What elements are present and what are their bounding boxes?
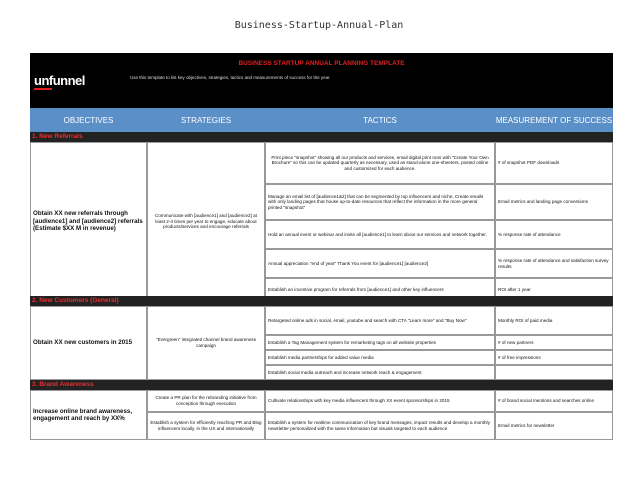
strategy-cell: Establish a system for efficiently reaching PR and Blog influencers locally, in the US and internationally bbox=[147, 412, 265, 440]
tactic-cell: Annual appreciation "end of year" Thank You event for [audience1] [audience2] bbox=[265, 249, 495, 278]
strategy-cell: Create a PR plan for the rebranding initiative from conception through execution bbox=[147, 390, 265, 412]
header-objectives: OBJECTIVES bbox=[30, 108, 147, 132]
tactic-cell: Print piece "snapshot" showing all our products and services, email digital print runs with "Create Your Own Brochure" so this can be updated quarterly as necessary, used as stand-alone one-sheeters, posted online and customized for each audience. bbox=[265, 142, 495, 184]
tactic-cell: Retargeted online ads in social, email, youtube and search with CTA "Learn more" and "Buy Now" bbox=[265, 306, 495, 335]
logo: unfunnel bbox=[34, 73, 85, 88]
header-measurement: MEASUREMENT OF SUCCESS bbox=[495, 108, 613, 132]
measure-cell: ROI after 1 year bbox=[495, 278, 613, 301]
measure-cell: # of snapshot PDF downloads bbox=[495, 142, 613, 184]
measure-cell: Email metrics for newsletter bbox=[495, 412, 613, 440]
section-heading: 2. New Customers (General) bbox=[30, 296, 613, 306]
measure-cell bbox=[495, 365, 613, 380]
strategy-cell: Communicate with [audience1] and [audience2] at least 2-4 times per year to engage, educate about products/services and encourage referrals bbox=[147, 142, 265, 301]
banner bbox=[30, 53, 613, 108]
tactic-cell: Establish social media outreach and increase network reach & engagement bbox=[265, 365, 495, 380]
measure-cell: # of brand social mentions and searches online bbox=[495, 390, 613, 412]
logo-underline bbox=[34, 88, 52, 90]
measure-cell: # of free impressions bbox=[495, 350, 613, 365]
measure-cell: # of new partners bbox=[495, 335, 613, 350]
section-heading: 3. Brand Awareness bbox=[30, 380, 613, 390]
planning-sheet bbox=[30, 53, 613, 479]
tactic-cell: Establish an incentive program for referrals from [audience1] and other key influencers bbox=[265, 278, 495, 301]
measure-cell: % response rate of attendance bbox=[495, 220, 613, 249]
objective-cell: Obtain XX new referrals through [audience1] and [audience2] referrals (Estimate $XX M in revenue) bbox=[30, 142, 147, 301]
tactic-cell: Hold an annual event or webinar and invite all [audience1] to learn about our services and network together. bbox=[265, 220, 495, 249]
objective-cell: Increase online brand awareness, engagement and reach by XX% bbox=[30, 390, 147, 440]
document-title: Business-Startup-Annual-Plan bbox=[234, 20, 404, 31]
banner-title: BUSINESS STARTUP ANNUAL PLANNING TEMPLATE bbox=[238, 60, 405, 67]
banner-description: Use this template to list key objectives, strategies, tactics and measurements of success for the year. bbox=[130, 75, 331, 80]
header-tactics: TACTICS bbox=[265, 108, 495, 132]
tactic-cell: Cultivate relationships with key media influencers through XX event sponsorships in 2015 bbox=[265, 390, 495, 412]
strategy-cell: "Evergreen" integrated channel brand awareness campaign bbox=[147, 306, 265, 380]
tactic-cell: Manage an email list of [audience1&2] that can be segmented by top influencers and niche, Create emails with only landing pages that house up-to-date resources that reflect the information in the more general printed "snapshot" bbox=[265, 184, 495, 220]
objective-cell: Obtain XX new customers in 2015 bbox=[30, 306, 147, 380]
header-strategies: STRATEGIES bbox=[147, 108, 265, 132]
section-heading: 1. New Referrals bbox=[30, 132, 613, 142]
measure-cell: Email metrics and landing page conversions bbox=[495, 184, 613, 220]
measure-cell: Monthly ROI of paid media bbox=[495, 306, 613, 335]
measure-cell: % response rate of attendance and satisfaction survey results bbox=[495, 249, 613, 278]
tactic-cell: Establish a Tag Management system for remarketing tags on all website properties bbox=[265, 335, 495, 350]
tactic-cell: Establish media partnerships for added value media bbox=[265, 350, 495, 365]
tactic-cell: Establish a system for realtime communication of key brand messages, impact results and develop a monthly newsletter personalized with the same information but visuals targeted to each audience bbox=[265, 412, 495, 440]
